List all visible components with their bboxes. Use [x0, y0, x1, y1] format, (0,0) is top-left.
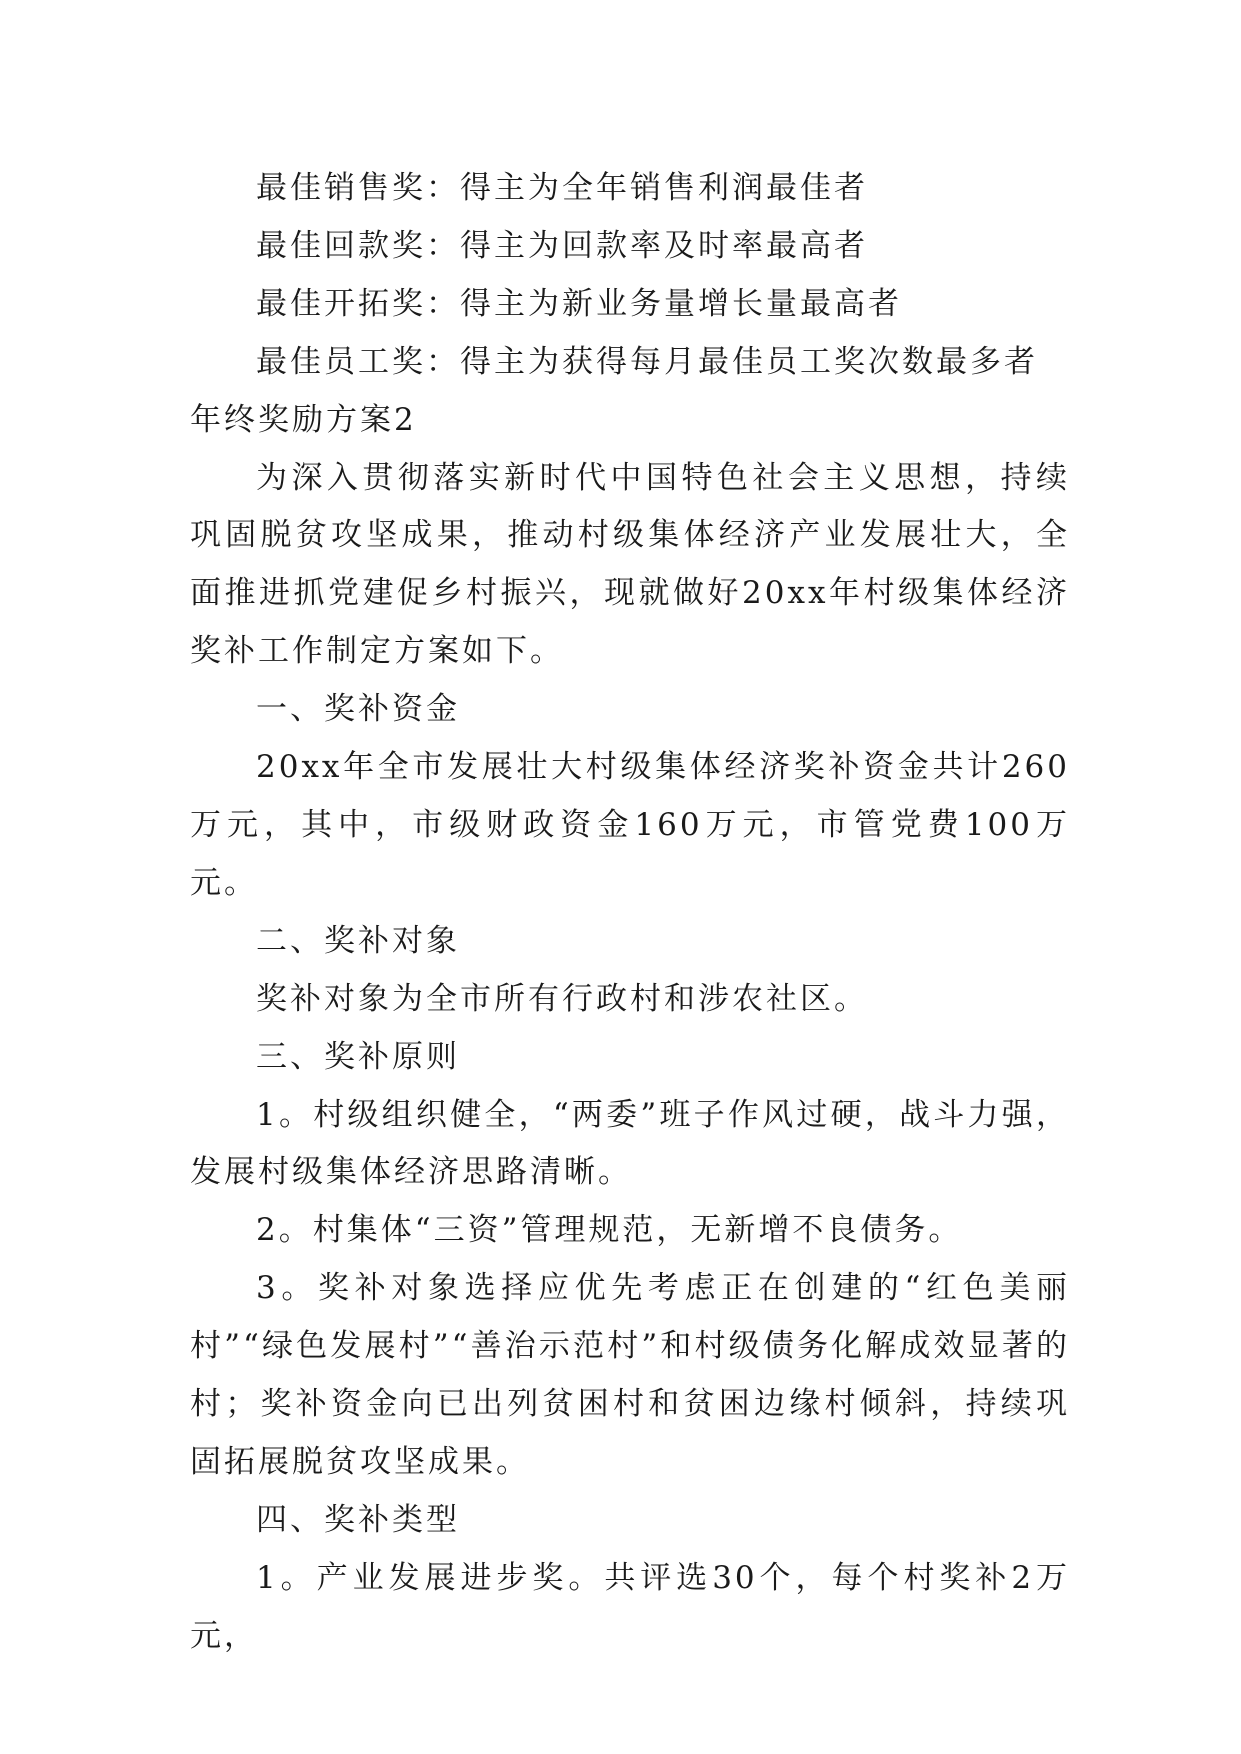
principle-3: 3。奖补对象选择应优先考虑正在创建的“红色美丽村”“绿色发展村”“善治示范村”和村级债务化解成效显著的村；奖补资金向已出列贫困村和贫困边缘村倾斜，持续巩固拓展脱贫攻坚成果。 [190, 1270, 1070, 1480]
intro-paragraph: 为深入贯彻落实新时代中国特色社会主义思想，持续巩固脱贫攻坚成果，推动村级集体经济产业发展壮大，全面推进抓党建促乡村振兴，现就做好20xx年村级集体经济奖补工作制定方案如下。 [190, 459, 1070, 670]
section2-heading: 二、奖补对象 [256, 922, 460, 959]
award-sales-line: 最佳销售奖：得主为全年销售利润最佳者 [256, 170, 868, 206]
plan-title: 年终奖励方案2 [190, 401, 417, 438]
type-1: 1。产业发展进步奖。共评选30个，每个村奖补2万元， [190, 1559, 1070, 1654]
award-expansion-line: 最佳开拓奖：得主为新业务量增长量最高者 [256, 285, 902, 322]
principle-1: 1。村级组织健全，“两委”班子作风过硬，战斗力强，发展村级集体经济思路清晰。 [190, 1096, 1070, 1191]
award-collection-line: 最佳回款奖：得主为回款率及时率最高者 [256, 227, 868, 264]
document-body [190, 160, 1070, 1666]
section3-heading: 三、奖补原则 [256, 1038, 460, 1075]
section4-heading: 四、奖补类型 [256, 1501, 460, 1538]
award-employee-line: 最佳员工奖：得主为获得每月最佳员工奖次数最多者 [256, 343, 1038, 380]
principle-2: 2。村集体“三资”管理规范，无新增不良债务。 [256, 1212, 963, 1249]
section1-heading: 一、奖补资金 [256, 691, 460, 728]
section2-body: 奖补对象为全市所有行政村和涉农社区。 [256, 980, 868, 1017]
section1-body: 20xx年全市发展壮大村级集体经济奖补资金共计260万元，其中，市级财政资金160万元，市管党费100万元。 [190, 749, 1070, 901]
